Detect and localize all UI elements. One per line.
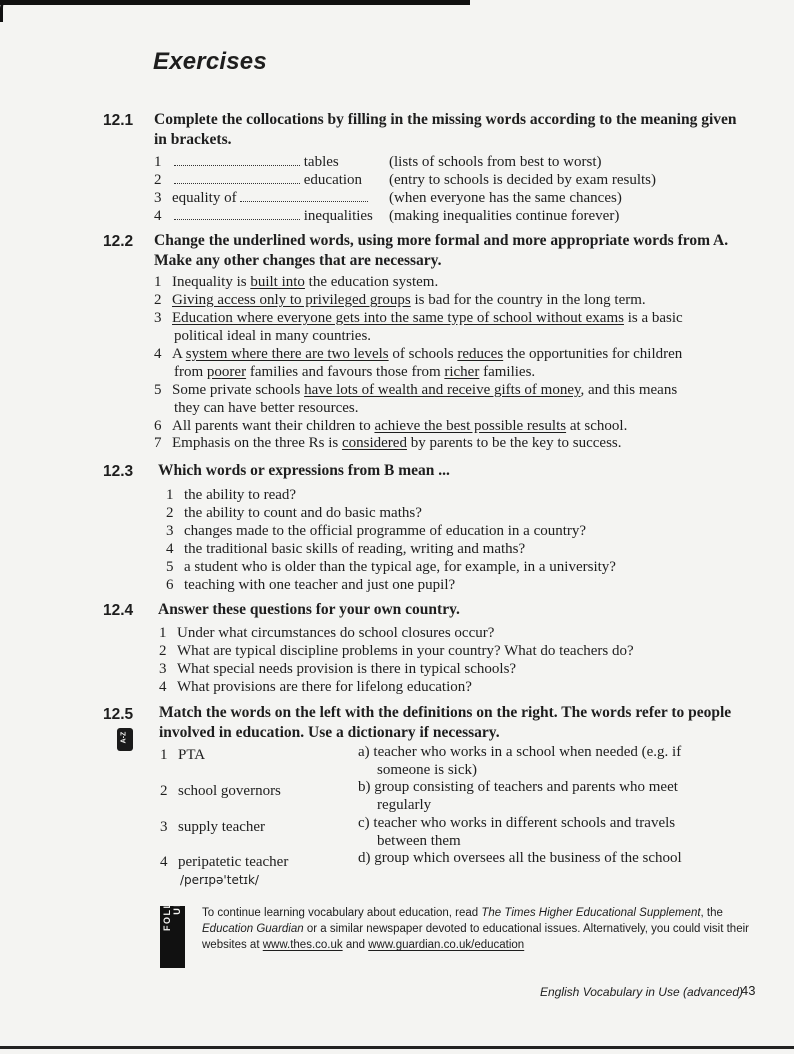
page-title: Exercises <box>153 48 267 75</box>
collocation-gloss: (making inequalities continue forever) <box>389 208 620 224</box>
rewrite-item: 7 Emphasis on the three Rs is considered by parents to be the key to success. <box>154 435 622 451</box>
collocation-item: 2 education <box>154 172 363 188</box>
exercise-number-12-5: 12.5 <box>103 706 134 723</box>
match-term: 3 supply teacher <box>160 819 266 835</box>
exercise-instruction-12-5: Match the words on the left with the definitions on the right. The words refer to people involved in education. Use a dictionary if necessary. <box>159 704 732 741</box>
match-definition: b) group consisting of teachers and parents who meet <box>358 779 678 795</box>
follow-up-text: To continue learning vocabulary about education, read The Times Higher Educational Supplement, the Education Guardian or a similar newspaper devoted to educational issues. Alternatively, you could visit their websites at www.thes.co.uk and www.guardian.co.uk/education <box>202 907 749 951</box>
exercise-number-12-2: 12.2 <box>103 233 134 250</box>
exercise-instruction-12-1: Complete the collocations by filling in the missing words according to the meaning given in brackets. <box>154 111 737 148</box>
question-item: 6 teaching with one teacher and just one pupil? <box>166 577 456 593</box>
bottom-rule <box>0 1046 794 1049</box>
exercise-number-12-3: 12.3 <box>103 463 134 480</box>
collocation-gloss: (entry to schools is decided by exam results) <box>389 172 657 188</box>
question-item: 4 What provisions are there for lifelong education? <box>159 679 472 695</box>
footer-book-title: English Vocabulary in Use (advanced) <box>540 985 743 999</box>
question-item: 1 Under what circumstances do school closures occur? <box>159 625 495 641</box>
match-term: 1 PTA <box>160 747 206 763</box>
match-definition-continued: regularly <box>377 797 432 813</box>
question-item: 3 What special needs provision is there in typical schools? <box>159 661 517 677</box>
follow-up-badge <box>160 883 185 968</box>
pronunciation: /perɪpə'tetɪk/ <box>180 873 259 887</box>
page-corner-mark <box>0 0 11 22</box>
rewrite-item-continued: they can have better resources. <box>174 400 359 416</box>
match-definition: a) teacher who works in a school when needed (e.g. if <box>358 744 682 760</box>
collocation-item: 1 tables <box>154 154 339 170</box>
exercise-instruction-12-3: Which words or expressions from B mean ... <box>158 462 450 479</box>
collocation-item: 4 inequalities <box>154 208 373 224</box>
collocation-gloss: (lists of schools from best to worst) <box>389 154 602 170</box>
exercise-number-12-4: 12.4 <box>103 602 134 619</box>
question-item: 1 the ability to read? <box>166 487 297 503</box>
collocation-gloss: (when everyone has the same chances) <box>389 190 622 206</box>
dictionary-icon: A-Z <box>117 728 133 751</box>
rewrite-item: 5 Some private schools have lots of wealth and receive gifts of money, and this means <box>154 382 678 398</box>
exercise-instruction-12-4: Answer these questions for your own country. <box>158 601 460 618</box>
rewrite-item: 6 All parents want their children to achieve the best possible results at school. <box>154 418 628 434</box>
exercise-number-12-1: 12.1 <box>103 112 134 129</box>
follow-up-label: FOLLOW UP <box>162 883 182 931</box>
rewrite-item: 2 Giving access only to privileged groups is bad for the country in the long term. <box>154 292 646 308</box>
question-item: 2 What are typical discipline problems in your country? What do teachers do? <box>159 643 634 659</box>
question-item: 5 a student who is older than the typical age, for example, in a university? <box>166 559 616 575</box>
match-definition: d) group which oversees all the business of the school <box>358 850 682 866</box>
rewrite-item-continued: from poorer families and favours those from richer families. <box>174 364 536 380</box>
exercise-instruction-12-2: Change the underlined words, using more formal and more appropriate words from A. Make any other changes that are necessary. <box>154 232 729 269</box>
rewrite-item-continued: political ideal in many countries. <box>174 328 372 344</box>
match-definition: c) teacher who works in different schools and travels <box>358 815 676 831</box>
match-definition-continued: someone is sick) <box>377 762 477 778</box>
question-item: 2 the ability to count and do basic maths? <box>166 505 422 521</box>
match-definition-continued: between them <box>377 833 461 849</box>
website-link[interactable]: www.guardian.co.uk/education <box>368 939 525 951</box>
top-rule <box>0 0 470 5</box>
rewrite-item: 3 Education where everyone gets into the same type of school without exams is a basic <box>154 310 683 326</box>
question-item: 3 changes made to the official programme of education in a country? <box>166 523 587 539</box>
question-item: 4 the traditional basic skills of reading, writing and maths? <box>166 541 526 557</box>
page-number: 43 <box>741 983 756 998</box>
match-term: 4 peripatetic teacher <box>160 854 289 870</box>
match-term: 2 school governors <box>160 783 281 799</box>
website-link[interactable]: www.thes.co.uk <box>262 939 343 951</box>
collocation-item: 3 equality of <box>154 189 368 207</box>
rewrite-item: 1 Inequality is built into the education system. <box>154 274 439 290</box>
rewrite-item: 4 A system where there are two levels of schools reduces the opportunities for children <box>154 346 683 362</box>
